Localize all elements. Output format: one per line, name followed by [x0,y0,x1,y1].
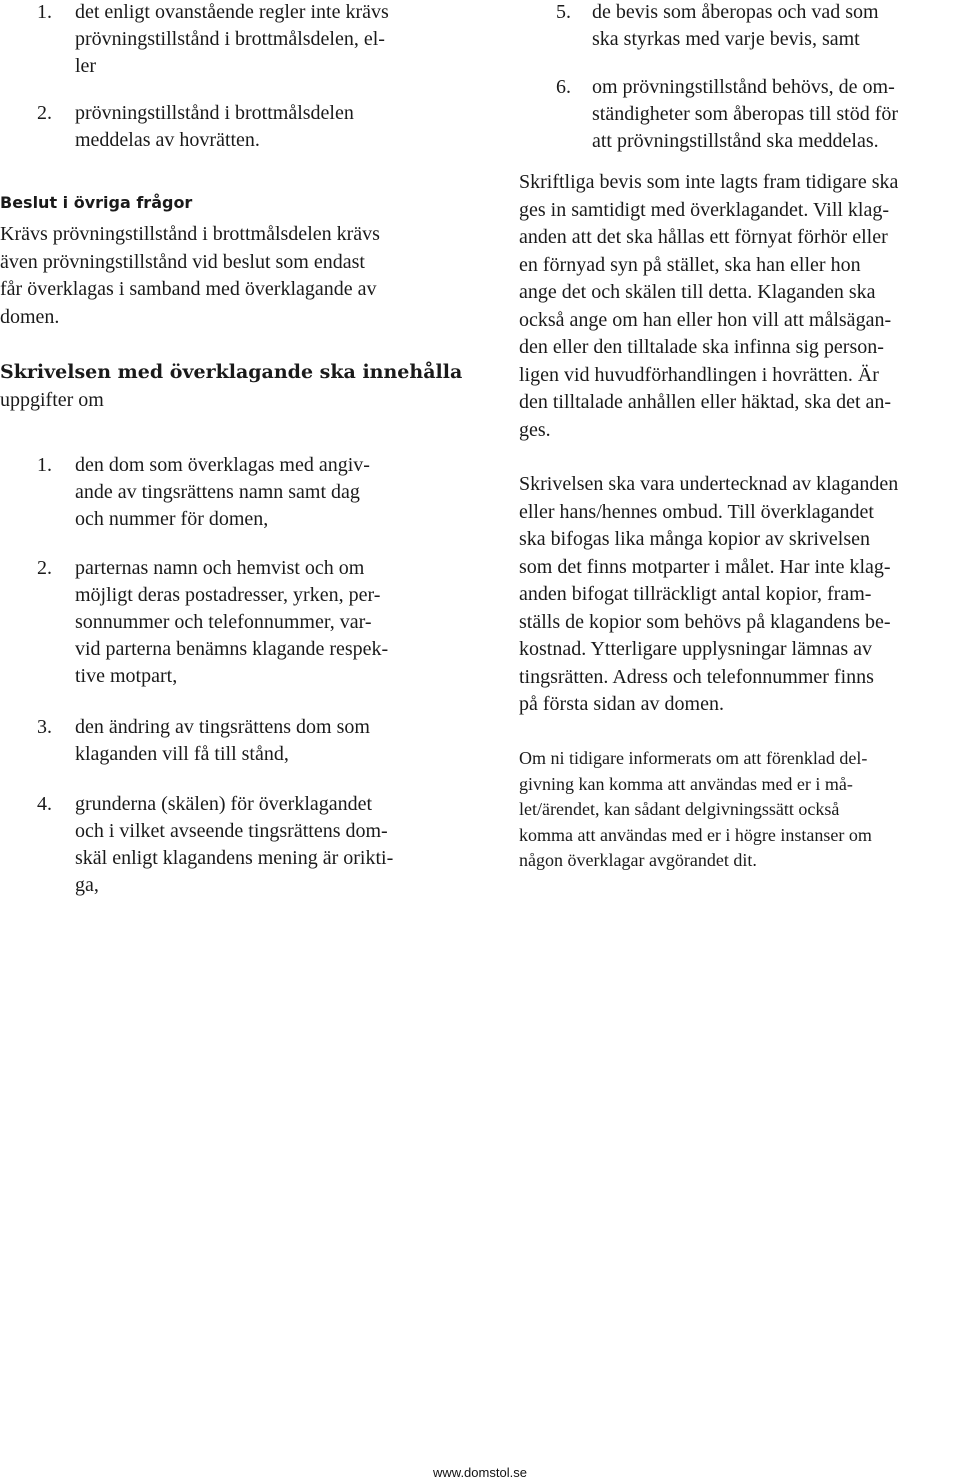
section-heading-content: Skrivelsen med överklagande ska innehålla [0,361,463,383]
list-text-line: grunderna (skälen) för överklagandet [75,793,373,815]
paragraph-line: som det finns motparter i målet. Har inte klag- [519,555,891,578]
list-number: 2. [37,102,52,124]
list-text-line: ande av tingsrättens namn samt dag [75,481,360,503]
paragraph-line: ska bifogas lika många kopior av skrivelsen [519,528,871,550]
paragraph-line: kostnad. Ytterligare upplysningar lämnas av [519,638,873,660]
list-text-line: klaganden vill få till stånd, [75,743,289,765]
paragraph-line: let/ärendet, kan sådant delgivningssätt också [519,799,840,819]
list-text-line: ska styrkas med varje bevis, samt [592,28,860,50]
paragraph-line: eller hans/hennes ombud. Till överklagandet [519,500,874,523]
evidence-paragraph [519,169,960,444]
list-item [0,714,470,768]
list-text-line: ständigheter som åberopas till stöd för [592,103,899,125]
list-text-line: prövningstillstånd i brottmålsdelen [75,102,354,124]
paragraph-line: ligen vid huvudförhandlingen i hovrätten. Är [519,363,879,386]
list-number: 2. [37,557,52,579]
list-number: 1. [37,1,52,23]
list-item [0,74,960,155]
list-text-line: skäl enligt klagandens mening är orikti- [75,847,394,869]
paragraph-line: ges. [519,418,551,441]
paragraph-line: får överklagas i samband med överklagande av [0,278,377,300]
paragraph-line: på första sidan av domen. [519,693,724,715]
paragraph-line: Skriftliga bevis som inte lagts fram tidigare ska [519,171,899,193]
list-number: 5. [556,1,571,23]
paragraph-line: tingsrätten. Adress och telefonnummer finns [519,665,874,688]
paragraph-line: ställs de kopior som behövs på klagandens be- [519,610,891,633]
list-item [0,0,960,53]
list-item [0,791,470,899]
list-text-line: och nummer för domen, [75,508,269,530]
section-heading-content-sub: uppgifter om [0,389,104,411]
list-item [0,452,470,533]
list-text-line: och i vilket avseende tingsrättens dom- [75,820,388,842]
list-text-line: ler [75,55,97,77]
footer-url: www.domstol.se [433,1465,527,1480]
paragraph-line: den eller den tilltalade ska infinna sig person- [519,336,884,358]
list-text-line: de bevis som åberopas och vad som [592,1,879,23]
list-text-line: meddelas av hovrätten. [75,129,260,151]
paragraph-line: också ange om han eller hon vill att målsägan- [519,308,892,331]
section-heading-decision: Beslut i övriga frågor [0,193,193,212]
paragraph-line: ange det och skälen till detta. Klaganden ska [519,281,876,303]
list-text-line: ga, [75,874,99,896]
list-item [0,555,470,690]
list-text-line: vid parterna benämns klagande respek- [75,638,389,660]
signature-paragraph [519,471,960,719]
list-text-line: parternas namn och hemvist och om [75,557,365,579]
paragraph-line: den tilltalade anhållen eller häktad, ska det an- [519,391,892,413]
list-text-line: prövningstillstånd i brottmålsdelen, el- [75,28,385,50]
paragraph-line: Skrivelsen ska vara undertecknad av klaganden [519,473,899,495]
paragraph-line: även prövningstillstånd vid beslut som endast [0,250,365,273]
paragraph-line: komma att användas med er i högre instanser om [519,824,872,845]
paragraph-line: anden att det ska hållas ett förnyat förhör eller [519,226,888,248]
list-text-line: möjligt deras postadresser, yrken, per- [75,584,381,606]
list-text-line: om prövningstillstånd behövs, de om- [592,76,895,98]
decision-paragraph [0,221,470,331]
paragraph-line: Krävs prövningstillstånd i brottmålsdelen krävs [0,223,380,245]
paragraph-line: anden bifogat tillräckligt antal kopior, fram- [519,583,872,605]
paragraph-line: givning kan komma att användas med er i må- [519,773,853,794]
list-text-line: det enligt ovanstående regler inte krävs [75,1,389,23]
paragraph-line: en förnyad syn på stället, ska han eller hon [519,253,861,276]
list-text-line: att prövningstillstånd ska meddelas. [592,130,879,152]
list-number: 3. [37,716,52,738]
paragraph-line: någon överklagar avgörandet dit. [519,850,757,870]
list-text-line: sonnummer och telefonnummer, var- [75,611,372,633]
list-number: 1. [37,454,52,476]
paragraph-line: Om ni tidigare informerats om att förenklad del- [519,748,868,768]
list-number: 6. [556,76,571,98]
paragraph-line: ges in samtidigt med överklagandet. Vill klag- [519,198,890,221]
delivery-paragraph [519,746,960,874]
list-text-line: den dom som överklagas med angiv- [75,454,370,476]
list-number: 4. [37,793,52,815]
list-text-line: den ändring av tingsrättens dom som [75,716,370,738]
paragraph-line: domen. [0,305,60,328]
list-text-line: tive motpart, [75,665,178,687]
